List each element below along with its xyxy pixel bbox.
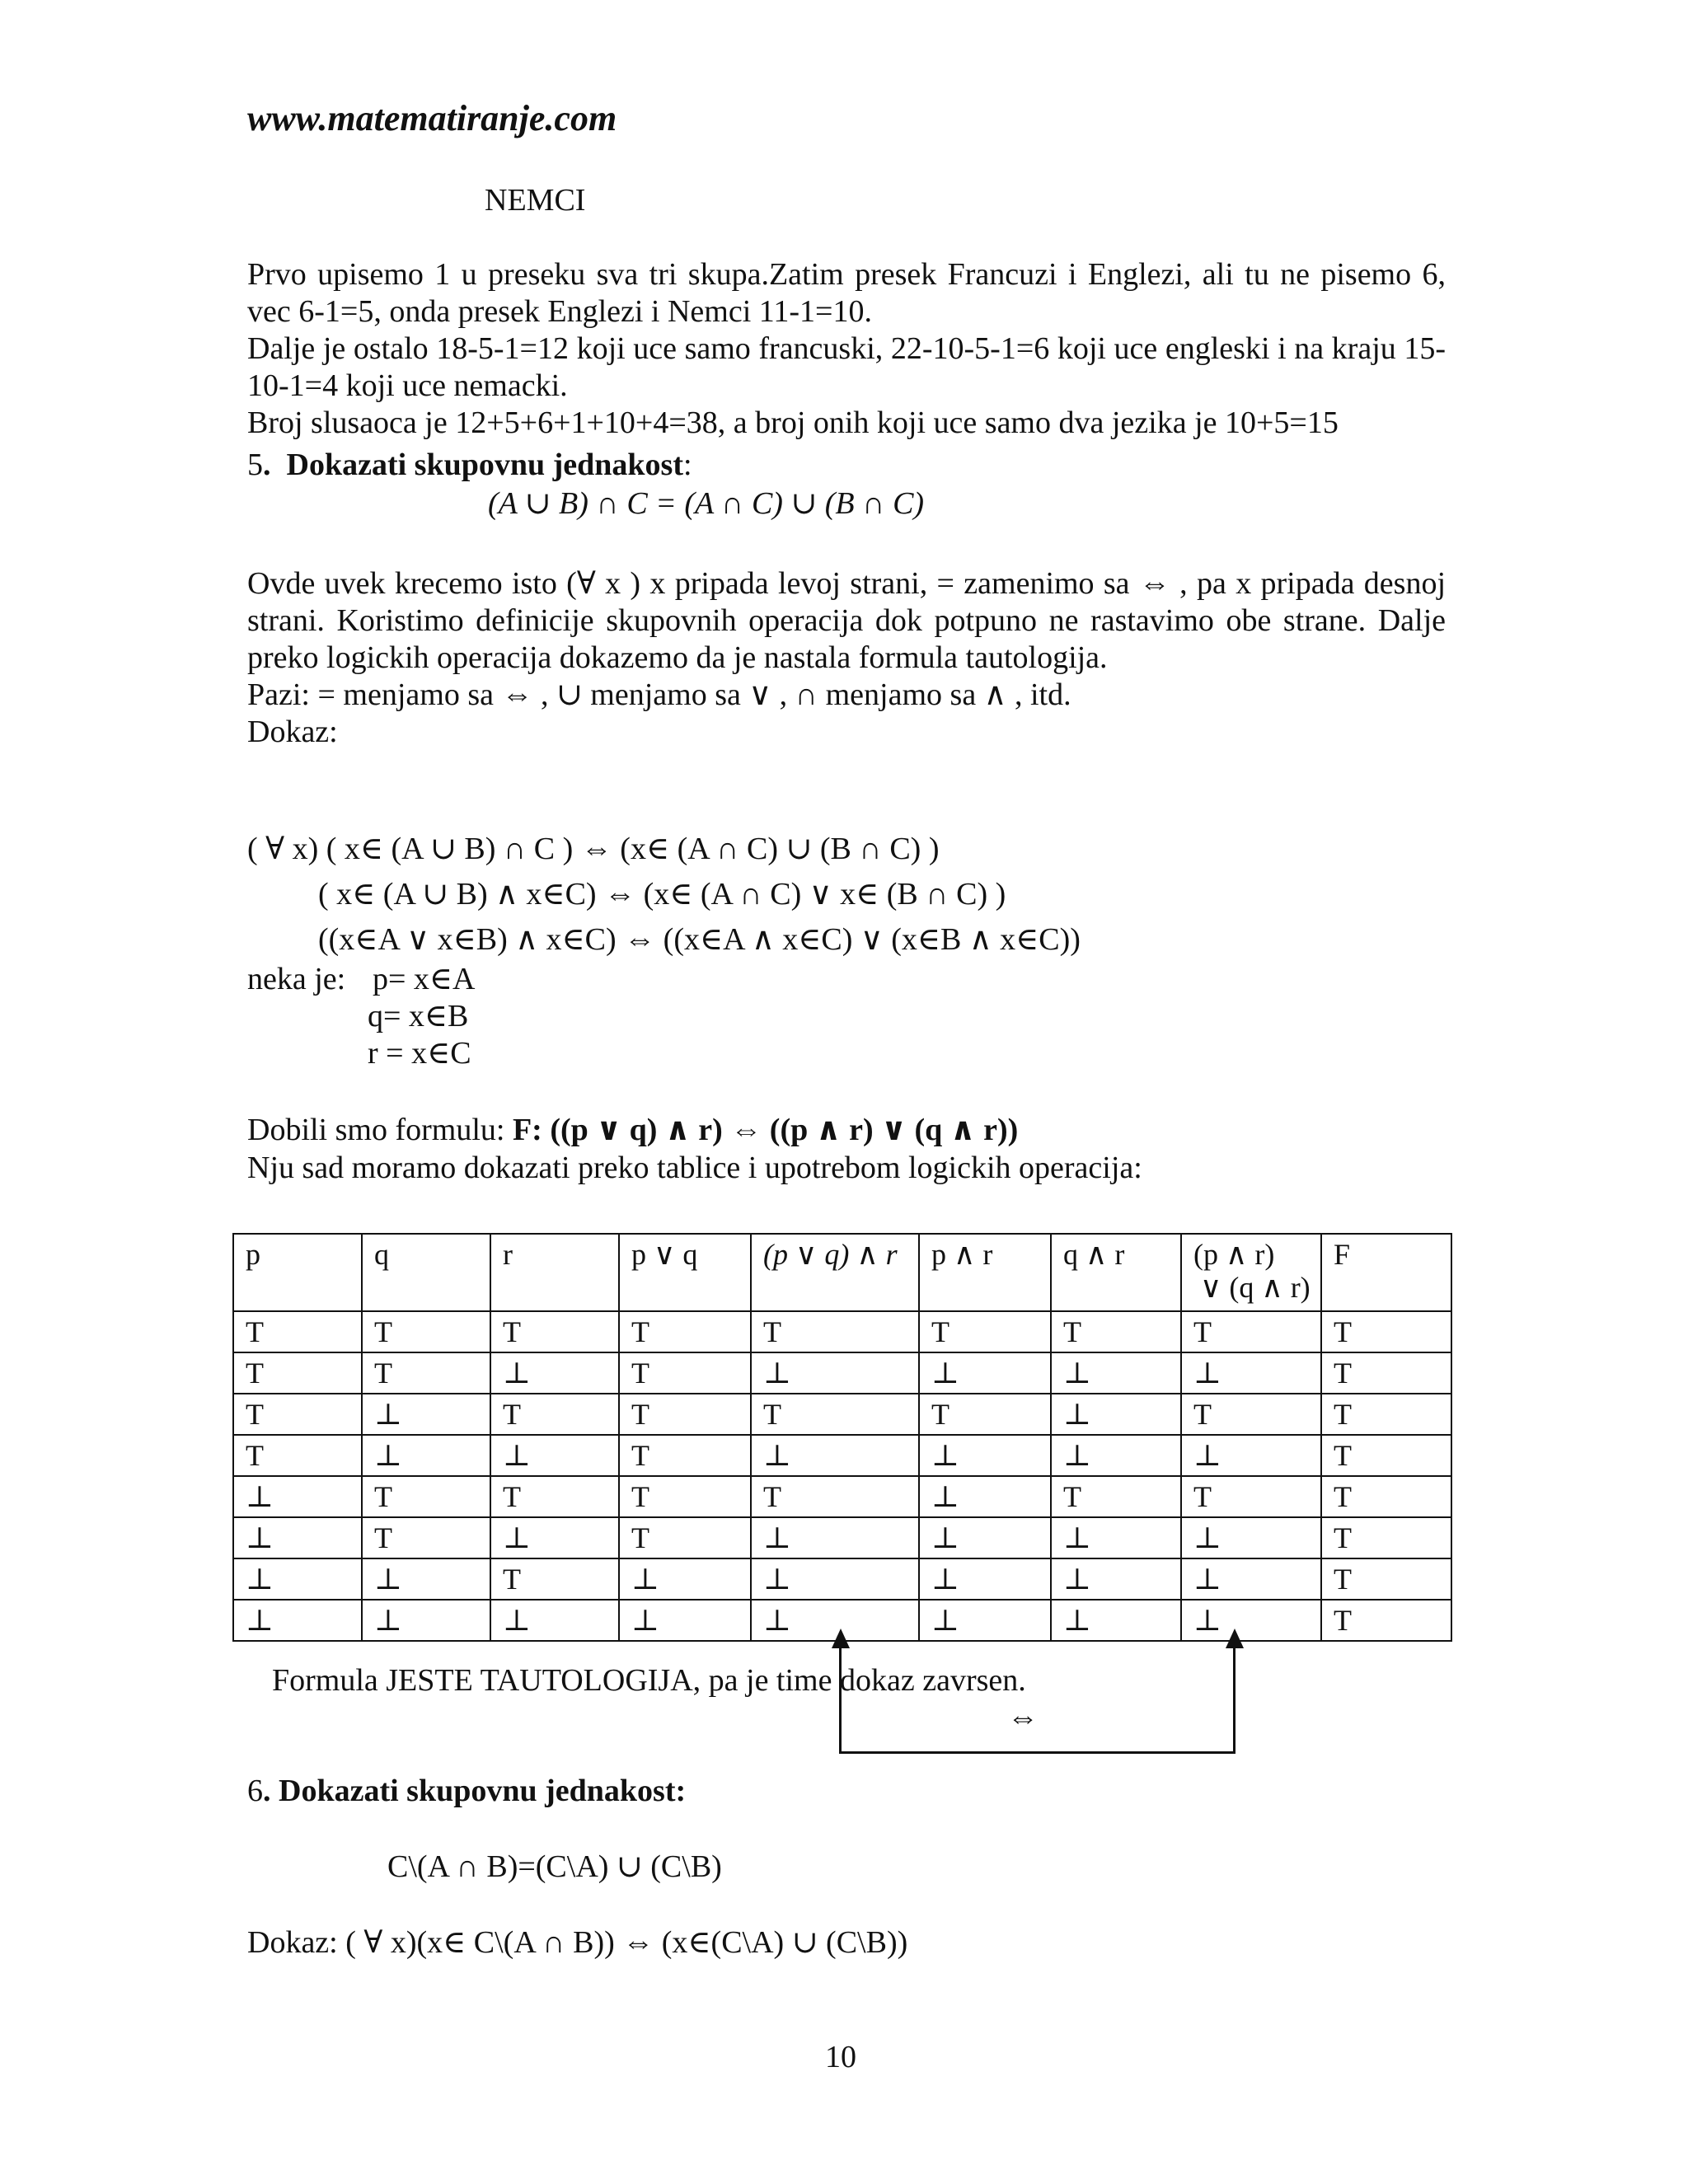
- table-cell: ⊥: [1051, 1435, 1181, 1476]
- table-cell: ⊥: [490, 1435, 619, 1476]
- table-cell: ⊥: [919, 1558, 1051, 1600]
- paragraph-line: Dalje je ostalo 18-5-1=12 koji uce samo francuski, 22-10-5-1=6 koji uce engleski i na kraju 15-10-1=4 koji uce nemacki.: [247, 331, 1446, 403]
- table-cell: ⊥: [1181, 1435, 1321, 1476]
- table-row: [233, 1352, 1451, 1394]
- header-cell: (p ∧ r) ∨ (q ∧ r): [1181, 1234, 1321, 1311]
- formula-line: [247, 1111, 1018, 1149]
- proof-line-1: ( ∀ x) ( x∈ (A ∪ B) ∩ C ) ⇔ (x∈ (A ∩ C) ∪ (B ∩ C) ): [247, 832, 940, 866]
- table-cell: T: [1051, 1476, 1181, 1517]
- table-row: [233, 1435, 1451, 1476]
- table-cell: T: [233, 1435, 362, 1476]
- table-cell: T: [362, 1517, 490, 1558]
- table-cell: T: [1321, 1311, 1451, 1352]
- table-cell: T: [362, 1476, 490, 1517]
- neka-q: q= x∈B: [368, 999, 469, 1033]
- table-cell: T: [619, 1394, 751, 1435]
- task5-number: 5: [247, 448, 263, 482]
- task6-number: 6: [247, 1774, 263, 1808]
- table-row: [233, 1311, 1451, 1352]
- neka-r: r = x∈C: [368, 1036, 471, 1071]
- table-cell: T: [1181, 1476, 1321, 1517]
- task6-formula: C\(A ∩ B)=(C\A) ∪ (C\B): [387, 1849, 722, 1884]
- table-cell: T: [619, 1517, 751, 1558]
- table-cell: T: [1321, 1600, 1451, 1641]
- tablica-line: Nju sad moramo dokazati preko tablice i upotrebom logickih operacija:: [247, 1151, 1142, 1185]
- page-number: 10: [825, 2040, 856, 2074]
- table-cell: ⊥: [619, 1558, 751, 1600]
- table-row: [233, 1517, 1451, 1558]
- table-cell: ⊥: [233, 1476, 362, 1517]
- dokaz6-line: Dokaz: ( ∀ x)(x∈ C\(A ∩ B)) ⇔ (x∈(C\A) ∪ (C\B)): [247, 1925, 908, 1960]
- table-cell: T: [619, 1352, 751, 1394]
- table-cell: T: [362, 1352, 490, 1394]
- paragraph-line: Ovde uvek krecemo isto (∀ x ) x pripada levoj strani, = zamenimo sa ⇔ , pa x pripada desnoj strani. Koristimo definicije skupovnih operacija dok potpuno ne rastavimo obe strane. Dalje preko logickih operacija dokazemo da je nastala formula tautologija.: [247, 566, 1446, 675]
- table-cell: ⊥: [751, 1600, 919, 1641]
- table-cell: T: [1321, 1476, 1451, 1517]
- table-row: [233, 1476, 1451, 1517]
- header-cell: p: [233, 1234, 362, 1311]
- table-cell: ⊥: [619, 1600, 751, 1641]
- table-cell: ⊥: [1181, 1352, 1321, 1394]
- task5-formula: (A ∪ B) ∩ C = (A ∩ C) ∪ (B ∩ C): [488, 486, 925, 521]
- table-cell: T: [1181, 1311, 1321, 1352]
- table-cell: ⊥: [362, 1558, 490, 1600]
- table-cell: ⊥: [919, 1352, 1051, 1394]
- header-cell: q ∧ r: [1051, 1234, 1181, 1311]
- header-cell: p ∨ q: [619, 1234, 751, 1311]
- table-cell: T: [751, 1394, 919, 1435]
- task6-title: . Dokazati skupovnu jednakost:: [263, 1774, 687, 1808]
- header-cell: (p ∨ q) ∧ r: [751, 1234, 919, 1311]
- table-cell: T: [1321, 1558, 1451, 1600]
- table-cell: T: [919, 1394, 1051, 1435]
- table-header-row: [233, 1234, 1451, 1311]
- table-cell: ⊥: [751, 1352, 919, 1394]
- arrow-right-line: [1233, 1648, 1236, 1754]
- paragraph-line: Pazi: = menjamo sa ⇔ , ∪ menjamo sa ∨ , ∩ menjamo sa ∧ , itd.: [247, 677, 1071, 712]
- header-cell: q: [362, 1234, 490, 1311]
- table-cell: T: [1321, 1517, 1451, 1558]
- table-cell: T: [919, 1311, 1051, 1352]
- table-cell: ⊥: [751, 1558, 919, 1600]
- paragraph-explanation: [247, 565, 1446, 751]
- table-cell: T: [1181, 1394, 1321, 1435]
- table-cell: ⊥: [233, 1517, 362, 1558]
- paragraph-solution: [247, 256, 1446, 442]
- task6-heading: [247, 1772, 686, 1810]
- proof-line-3: ((x∈A ∨ x∈B) ∧ x∈C) ⇔ ((x∈A ∧ x∈C) ∨ (x∈B ∧ x∈C)): [318, 922, 1081, 957]
- paragraph-line: Broj slusaoca je 12+5+6+1+10+4=38, a broj onih koji uce samo dva jezika je 10+5=15: [247, 405, 1339, 440]
- table-cell: ⊥: [919, 1600, 1051, 1641]
- truth-table: [232, 1233, 1452, 1642]
- table-cell: ⊥: [1051, 1352, 1181, 1394]
- table-cell: ⊥: [1051, 1558, 1181, 1600]
- header-cell: r: [490, 1234, 619, 1311]
- table-cell: ⊥: [919, 1476, 1051, 1517]
- paragraph-line: Dokaz:: [247, 715, 338, 749]
- table-cell: T: [490, 1311, 619, 1352]
- equiv-icon: ⇔: [1007, 1700, 1039, 1735]
- table-cell: T: [233, 1394, 362, 1435]
- table-cell: T: [1321, 1394, 1451, 1435]
- arrow-up-icon: [832, 1629, 850, 1648]
- neka-p: p= x∈A: [373, 962, 476, 996]
- site-header: www.matematiranje.com: [247, 98, 617, 138]
- arrow-base-line: [839, 1751, 1236, 1754]
- paragraph-line: Prvo upisemo 1 u preseku sva tri skupa.Zatim presek Francuzi i Englezi, ali tu ne pisemo 6, vec 6-1=5, onda presek Englezi i Nemci 11-1=10.: [247, 257, 1446, 329]
- table-cell: ⊥: [362, 1435, 490, 1476]
- task5-heading: 5. Dokazati skupovnu jednakost:: [247, 448, 692, 482]
- table-cell: T: [1321, 1352, 1451, 1394]
- table-cell: ⊥: [751, 1517, 919, 1558]
- arrow-up-icon: [1226, 1629, 1244, 1648]
- table-cell: T: [1051, 1311, 1181, 1352]
- table-cell: T: [490, 1558, 619, 1600]
- table-cell: ⊥: [1181, 1558, 1321, 1600]
- table-cell: T: [233, 1311, 362, 1352]
- table-cell: T: [619, 1435, 751, 1476]
- table-row: [233, 1394, 1451, 1435]
- table-cell: ⊥: [233, 1558, 362, 1600]
- table-cell: T: [233, 1352, 362, 1394]
- formula-prefix: Dobili smo formulu:: [247, 1113, 513, 1147]
- table-cell: ⊥: [919, 1517, 1051, 1558]
- neka-label: neka je:: [247, 962, 346, 996]
- table-cell: ⊥: [490, 1352, 619, 1394]
- table-cell: T: [751, 1476, 919, 1517]
- proof-line-2: ( x∈ (A ∪ B) ∧ x∈C) ⇔ (x∈ (A ∩ C) ∨ x∈ (B ∩ C) ): [318, 877, 1006, 912]
- table-cell: T: [490, 1394, 619, 1435]
- table-cell: ⊥: [1051, 1600, 1181, 1641]
- header-cell: F: [1321, 1234, 1451, 1311]
- table-cell: T: [619, 1476, 751, 1517]
- table-cell: ⊥: [1051, 1394, 1181, 1435]
- table-cell: ⊥: [362, 1394, 490, 1435]
- task5-title: Dokazati skupovnu jednakost: [286, 448, 683, 482]
- table-cell: ⊥: [1181, 1517, 1321, 1558]
- table-cell: ⊥: [490, 1517, 619, 1558]
- table-cell: T: [490, 1476, 619, 1517]
- formula-f: F: ((p ∨ q) ∧ r) ⇔ ((p ∧ r) ∨ (q ∧ r)): [512, 1113, 1019, 1147]
- table-cell: T: [362, 1311, 490, 1352]
- nemci-label: NEMCI: [485, 183, 586, 218]
- table-cell: ⊥: [919, 1435, 1051, 1476]
- table-cell: ⊥: [1181, 1600, 1321, 1641]
- conclusion-text: Formula JESTE TAUTOLOGIJA, pa je time dokaz zavrsen.: [272, 1663, 1026, 1698]
- table-cell: ⊥: [751, 1435, 919, 1476]
- table-cell: ⊥: [233, 1600, 362, 1641]
- table-cell: ⊥: [1051, 1517, 1181, 1558]
- table-cell: ⊥: [362, 1600, 490, 1641]
- table-cell: ⊥: [490, 1600, 619, 1641]
- table-cell: T: [619, 1311, 751, 1352]
- header-cell: p ∧ r: [919, 1234, 1051, 1311]
- table-row: [233, 1558, 1451, 1600]
- table-cell: T: [751, 1311, 919, 1352]
- table-cell: T: [1321, 1435, 1451, 1476]
